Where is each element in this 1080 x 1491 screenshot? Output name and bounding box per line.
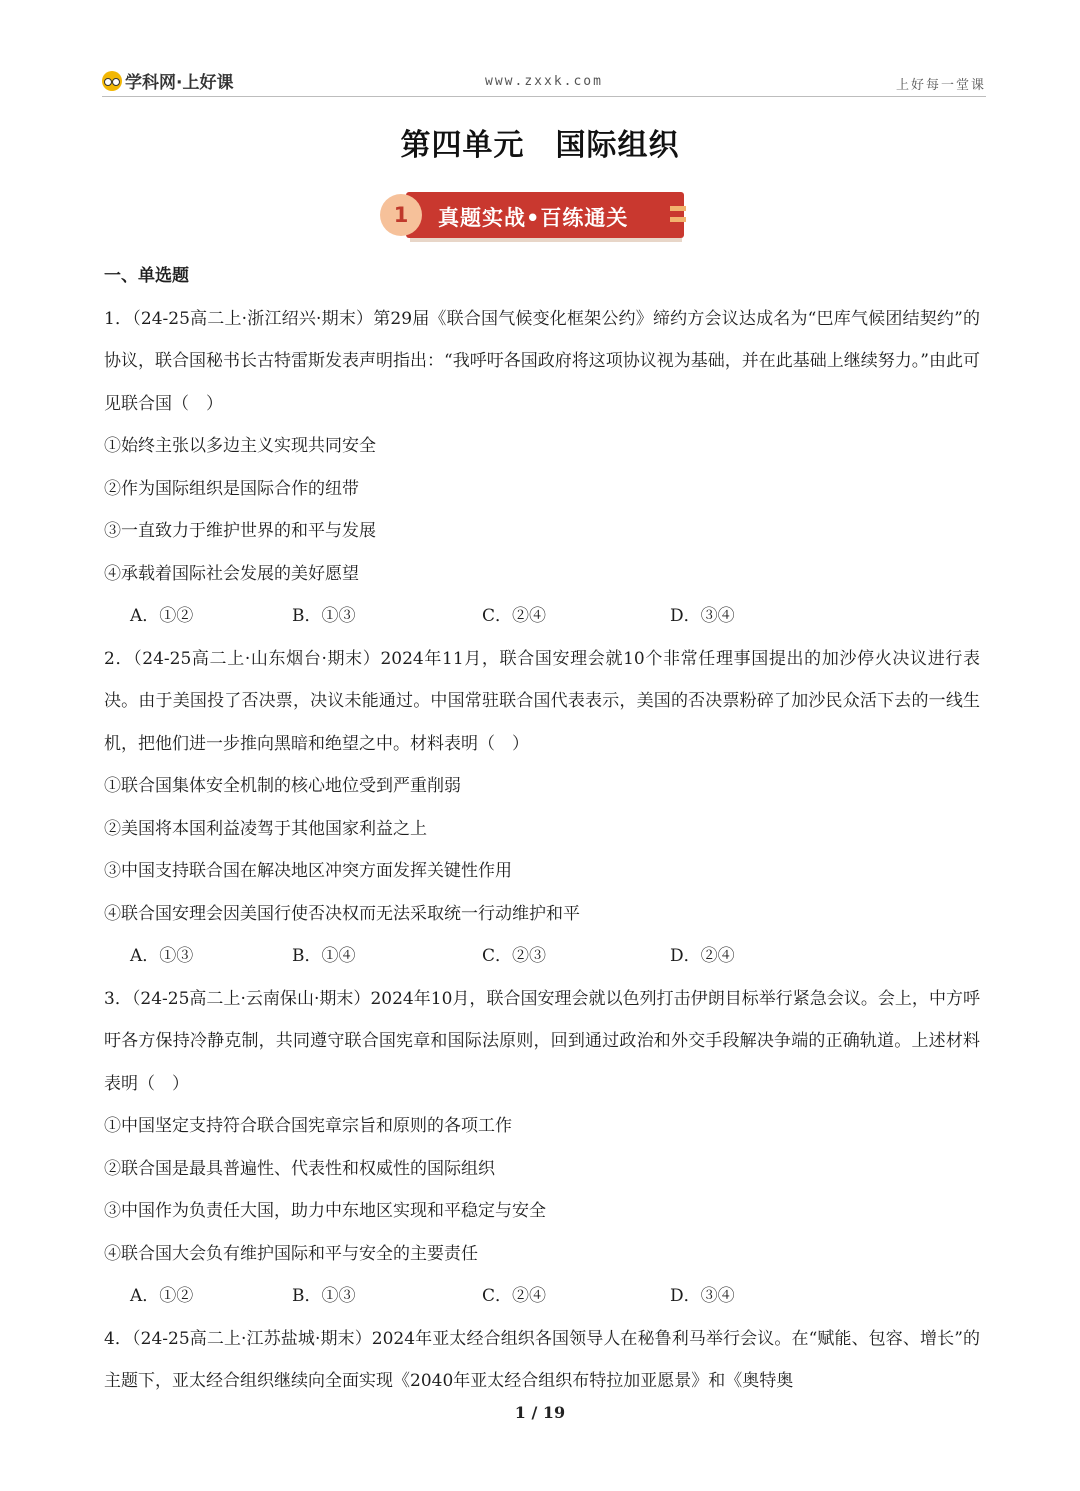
- answer-choices: [104, 595, 980, 638]
- answer-choice-b: B．①③: [292, 606, 356, 626]
- statement-option: ④联合国大会负有维护国际和平与安全的主要责任: [104, 1243, 478, 1264]
- statement-option: ①中国坚定支持符合联合国宪章宗旨和原则的各项工作: [104, 1116, 512, 1136]
- answer-choice-d: D．③④: [670, 1286, 735, 1306]
- answer-choice-b: B．①③: [292, 1286, 356, 1306]
- answer-choice-c: C．②③: [482, 946, 547, 966]
- banner-number-badge: 1: [380, 194, 422, 236]
- statement-option: ②联合国是最具普遍性、代表性和权威性的国际组织: [104, 1158, 495, 1179]
- answer-choice-a: A．①②: [130, 1286, 194, 1306]
- section-banner: [380, 190, 700, 246]
- question-stem: 2．（24-25高二上·山东烟台·期末）2024年11月，联合国安理会就10个非常任理事国提出的加沙停火决议进行表决。由于美国投了否决票，决议未能通过。中国常驻联合国代表表示，美国的否决票粉碎了加沙民众活下去的一线生机，把他们进一步推向黑暗和绝望之中。材料表明（ ）: [104, 648, 980, 754]
- statement-option: ②作为国际组织是国际合作的纽带: [104, 478, 359, 499]
- statement-option: ④联合国安理会因美国行使否决权而无法采取统一行动维护和平: [104, 903, 580, 924]
- page-title: 第四单元 国际组织: [400, 128, 680, 163]
- site-url: www.zxxk.com: [485, 74, 603, 89]
- header-slogan: 上好每一堂课: [895, 78, 986, 93]
- answer-choices: [104, 935, 980, 978]
- page-number: 1 / 19: [514, 1403, 566, 1422]
- logo-text: 学科网·上好课: [125, 73, 234, 93]
- question-list: [104, 255, 980, 1403]
- answer-choice-a: A．①②: [130, 606, 194, 626]
- page-header: [102, 64, 986, 97]
- answer-choice-c: C．②④: [482, 1286, 547, 1306]
- statement-option: ③一直致力于维护世界的和平与发展: [104, 521, 376, 541]
- statement-option: ④承载着国际社会发展的美好愿望: [104, 563, 359, 584]
- answer-choice-d: D．③④: [670, 606, 735, 626]
- answer-choices: [104, 1275, 980, 1318]
- answer-choice-b: B．①④: [292, 946, 356, 966]
- answer-choice-d: D．②④: [670, 946, 735, 966]
- banner-text: 真题实战•百练通关: [438, 206, 629, 230]
- section-heading: 一、单选题: [104, 266, 189, 286]
- banner-decoration: [670, 217, 686, 222]
- question-stem: 4．（24-25高二上·江苏盐城·期末）2024年亚太经合组织各国领导人在秘鲁利马举行会议。在“赋能、包容、增长”的主题下，亚太经合组织继续向全面实现《2040年亚太经合组织布特拉加亚愿景》和《奥特奥: [104, 1328, 980, 1391]
- banner-shadow: [410, 238, 682, 242]
- statement-option: ①联合国集体安全机制的核心地位受到严重削弱: [104, 776, 461, 796]
- statement-option: ①始终主张以多边主义实现共同安全: [104, 436, 376, 456]
- statement-option: ③中国作为负责任大国，助力中东地区实现和平稳定与安全: [104, 1201, 546, 1221]
- banner-decoration: [670, 206, 686, 211]
- question-stem: 1．（24-25高二上·浙江绍兴·期末）第29届《联合国气候变化框架公约》缔约方会议达成名为“巴库气候团结契约”的协议，联合国秘书长古特雷斯发表声明指出：“我呼吁各国政府将这项协议视为基础，并在此基础上继续努力。”由此可见联合国（ ）: [104, 308, 980, 414]
- statement-option: ②美国将本国利益凌驾于其他国家利益之上: [104, 818, 427, 839]
- answer-choice-c: C．②④: [482, 606, 547, 626]
- statement-option: ③中国支持联合国在解决地区冲突方面发挥关键性作用: [104, 861, 512, 881]
- answer-choice-a: A．①③: [130, 946, 194, 966]
- question-stem: 3．（24-25高二上·云南保山·期末）2024年10月，联合国安理会就以色列打击伊朗目标举行紧急会议。会上，中方呼吁各方保持冷静克制，共同遵守联合国宪章和国际法原则，回到通过政治和外交手段解决争端的正确轨道。上述材料表明（ ）: [104, 988, 980, 1094]
